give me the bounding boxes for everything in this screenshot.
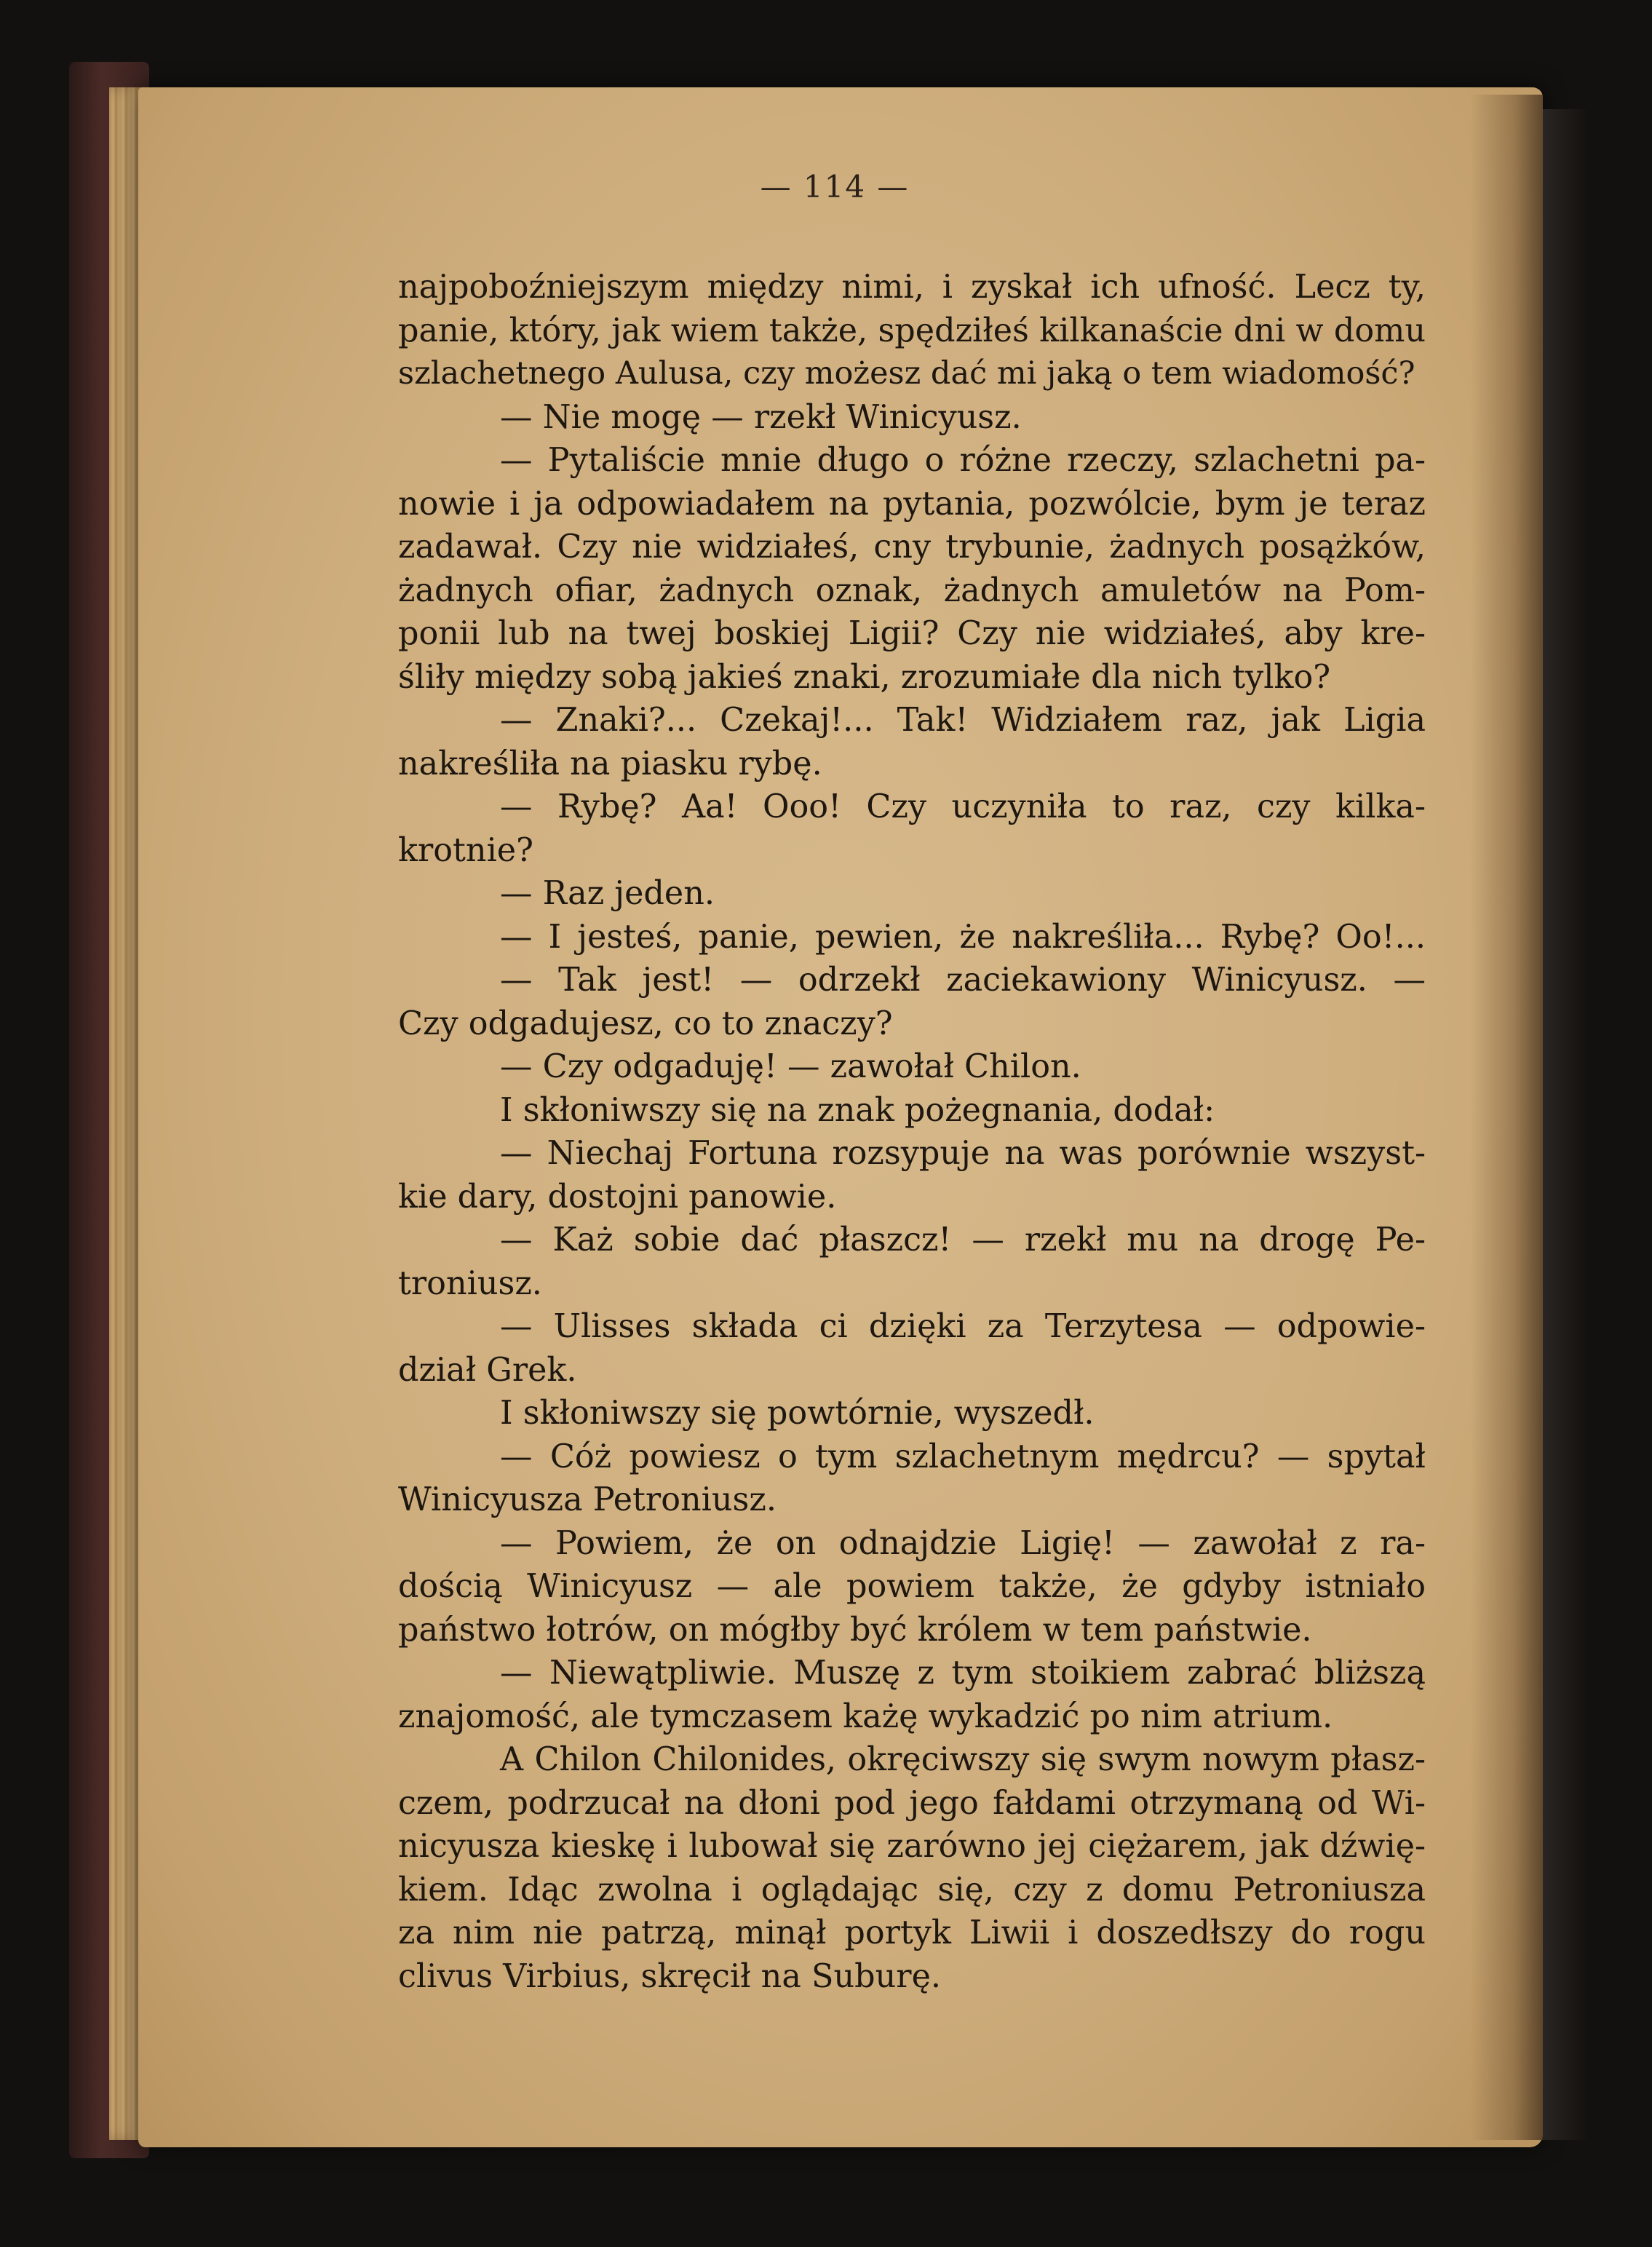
text-line: nowie i ja odpowiadałem na pytania, pozwólcie, bym je teraz [398, 485, 1426, 523]
text-line: — Raz jeden. [500, 875, 715, 912]
text-line: dział Grek. [398, 1351, 577, 1389]
text-line: clivus Virbius, skręcił na Suburę. [398, 1957, 942, 1995]
text-line: kie dary, dostojni panowie. [398, 1178, 837, 1216]
text-line: — Niewątpliwie. Muszę z tym stoikiem zabrać bliższą [500, 1654, 1426, 1692]
text-line: — Każ sobie dać płaszcz! — rzekł mu na drogę Pe- [500, 1221, 1426, 1259]
text-line: kiem. Idąc zwolna i oglądając się, czy z domu Petroniusza [398, 1871, 1426, 1909]
text-line: — Cóż powiesz o tym szlachetnym mędrcu? — spytał [500, 1438, 1426, 1475]
right-page-strip [1543, 109, 1587, 2140]
text-line: zadawał. Czy nie widziałeś, cny trybunie, żadnych posążków, [398, 528, 1426, 566]
text-line: — Znaki?... Czekaj!... Tak! Widziałem raz, jak Ligia [500, 702, 1426, 739]
text-line: dością Winicyusz — ale powiem także, że gdyby istniało [398, 1568, 1426, 1605]
text-line: — Rybę? Aa! Ooo! Czy uczyniła to raz, czy kilka- [500, 788, 1426, 825]
text-line: szlachetnego Aulusa, czy możesz dać mi jaką o tem wiadomość? [398, 355, 1415, 392]
text-line: państwo łotrów, on mógłby być królem w tem państwie. [398, 1611, 1312, 1649]
text-line: I skłoniwszy się na znak pożegnania, dodał: [500, 1091, 1215, 1129]
text-line: I skłoniwszy się powtórnie, wyszedł. [500, 1395, 1095, 1432]
text-line: — Powiem, że on odnajdzie Ligię! — zawołał z ra- [500, 1524, 1426, 1562]
text-line: — Niechaj Fortuna rozsypuje na was porównie wszyst- [500, 1135, 1426, 1172]
text-line: — Nie mogę — rzekł Winicyusz. [500, 398, 1022, 436]
text-line: Winicyusza Petroniusz. [398, 1481, 777, 1518]
text-line: troniusz. [398, 1264, 542, 1302]
text-line: czem, podrzucał na dłoni pod jego fałdami otrzymaną od Wi- [398, 1784, 1426, 1822]
text-line: panie, który, jak wiem także, spędziłeś kilkanaście dni w domu [398, 312, 1426, 349]
page-number: — 114 — [760, 169, 910, 205]
text-line: znajomość, ale tymczasem każę wykadzić po nim atrium. [398, 1697, 1333, 1735]
text-line: za nim nie patrzą, minął portyk Liwii i doszedłszy do rogu [398, 1914, 1426, 1951]
page-gutter-shadow [1470, 95, 1543, 2140]
text-line: śliły między sobą jakieś znaki, zrozumiałe dla nich tylko? [398, 658, 1331, 696]
text-line: krotnie? [398, 831, 533, 869]
text-line: — Tak jest! — odrzekł zaciekawiony Winicyusz. — [500, 962, 1426, 999]
text-line: — Ulisses składa ci dzięki za Terzytesa — odpowie- [500, 1308, 1426, 1345]
text-line: Czy odgadujesz, co to znaczy? [398, 1004, 893, 1042]
text-line: — I jesteś, panie, pewien, że nakreśliła... Rybę? Oo!... [500, 918, 1426, 956]
text-line: nakreśliła na piasku rybę. [398, 745, 822, 782]
text-line: najpoboźniejszym między nimi, i zyskał ich ufność. Lecz ty, [398, 269, 1426, 306]
text-line: żadnych ofiar, żadnych oznak, żadnych amuletów na Pom- [398, 571, 1426, 609]
text-line: nicyusza kieskę i lubował się zarówno jej ciężarem, jak dźwię- [398, 1828, 1426, 1865]
text-line: A Chilon Chilonides, okręciwszy się swym nowym płasz- [500, 1741, 1426, 1778]
text-line: — Pytaliście mnie długo o różne rzeczy, szlachetni pa- [500, 442, 1426, 479]
text-line: ponii lub na twej boskiej Ligii? Czy nie widziałeś, aby kre- [398, 615, 1426, 652]
text-line: — Czy odgaduję! — zawołał Chilon. [500, 1048, 1081, 1085]
body-text [398, 266, 1426, 1998]
